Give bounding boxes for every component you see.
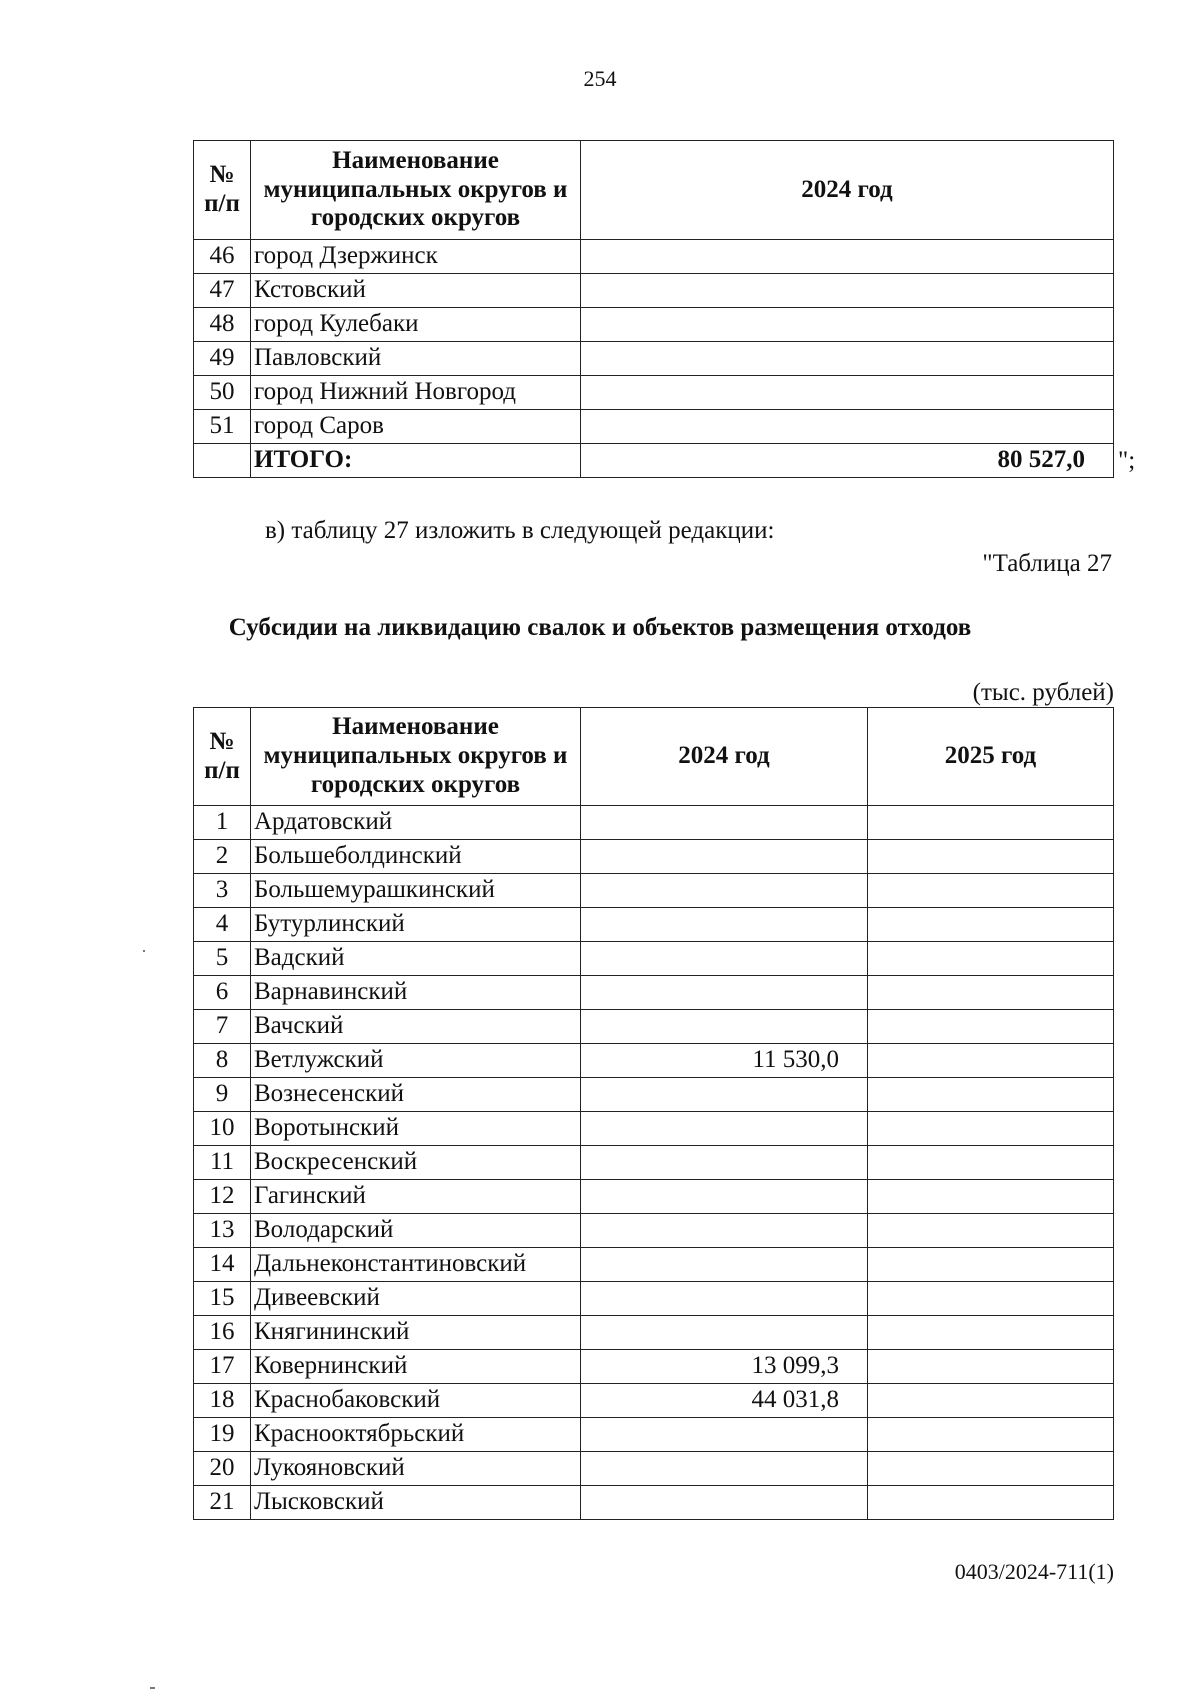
row-value-2024 (581, 874, 868, 908)
row-name: Лукояновский (251, 1452, 581, 1486)
row-name: Вознесенский (251, 1078, 581, 1112)
row-name: Большеболдинский (251, 840, 581, 874)
row-value-2024 (581, 1146, 868, 1180)
header-name: Наименование муниципальных округов и городских округов (251, 708, 581, 806)
table-row (194, 1282, 1114, 1316)
header-name: Наименование муниципальных округов и городских округов (251, 141, 581, 240)
row-value-2024 (581, 840, 868, 874)
row-name: Ардатовский (251, 806, 581, 840)
table-row (194, 342, 1114, 376)
table-row (194, 908, 1114, 942)
row-name: Павловский (251, 342, 581, 376)
table-row (194, 1214, 1114, 1248)
row-number: 8 (194, 1044, 251, 1078)
row-name: Дивеевский (251, 1282, 581, 1316)
table-row (194, 1078, 1114, 1112)
table-row (194, 1384, 1114, 1418)
row-number: 2 (194, 840, 251, 874)
row-number: 51 (194, 410, 251, 444)
row-value-2025 (868, 1180, 1114, 1214)
row-value-2025 (868, 1418, 1114, 1452)
row-name: Большемурашкинский (251, 874, 581, 908)
municipal-table-continuation (193, 140, 1114, 478)
table-row (194, 1010, 1114, 1044)
row-value-2024 (581, 308, 1114, 342)
row-name: Варнавинский (251, 976, 581, 1010)
table-row (194, 1316, 1114, 1350)
table-row (194, 1112, 1114, 1146)
header-num: № п/п (194, 708, 251, 806)
table-body (194, 806, 1114, 1520)
instruction-text: в) таблицу 27 изложить в следующей редакции: (265, 517, 775, 544)
row-name: город Дзержинск (251, 240, 581, 274)
table-row (194, 1146, 1114, 1180)
row-number: 6 (194, 976, 251, 1010)
row-value-2025 (868, 1146, 1114, 1180)
row-number: 16 (194, 1316, 251, 1350)
row-number: 3 (194, 874, 251, 908)
row-value-2025 (868, 976, 1114, 1010)
row-number: 14 (194, 1248, 251, 1282)
row-value-2024 (581, 240, 1114, 274)
row-value-2024 (581, 342, 1114, 376)
table-row (194, 874, 1114, 908)
row-name: Ветлужский (251, 1044, 581, 1078)
row-value-2024 (581, 1214, 868, 1248)
row-value-2024 (581, 806, 868, 840)
table-row (194, 274, 1114, 308)
table-row (194, 1418, 1114, 1452)
row-name: Краснобаковский (251, 1384, 581, 1418)
table-row (194, 240, 1114, 274)
row-value-2024 (581, 1078, 868, 1112)
row-value-2025 (868, 1316, 1114, 1350)
row-value-2025 (868, 1350, 1114, 1384)
row-number: 49 (194, 342, 251, 376)
row-value-2025 (868, 806, 1114, 840)
scan-speck (150, 1687, 155, 1689)
row-number: 1 (194, 806, 251, 840)
row-number: 20 (194, 1452, 251, 1486)
row-number: 19 (194, 1418, 251, 1452)
row-number: 11 (194, 1146, 251, 1180)
row-value-2025 (868, 840, 1114, 874)
row-value-2025 (868, 908, 1114, 942)
document-code: 0403/2024-711(1) (954, 1559, 1114, 1584)
table-row (194, 308, 1114, 342)
row-name: город Нижний Новгород (251, 376, 581, 410)
row-value-2025 (868, 1282, 1114, 1316)
row-number: 46 (194, 240, 251, 274)
row-name: Дальнеконстантиновский (251, 1248, 581, 1282)
row-value-2024 (581, 1316, 868, 1350)
row-value-2025 (868, 1452, 1114, 1486)
row-value-2024 (581, 274, 1114, 308)
header-num: № п/п (194, 141, 251, 240)
units-label: (тыс. рублей) (972, 679, 1114, 706)
table-row (194, 376, 1114, 410)
row-number: 50 (194, 376, 251, 410)
total-value: 80 527,0 (581, 444, 1114, 478)
row-value-2024 (581, 376, 1114, 410)
row-value-2024: 11 530,0 (581, 1044, 868, 1078)
row-value-2025 (868, 1384, 1114, 1418)
row-value-2025 (868, 874, 1114, 908)
row-name: Гагинский (251, 1180, 581, 1214)
row-value-2025 (868, 942, 1114, 976)
table-body (194, 240, 1114, 478)
row-number: 17 (194, 1350, 251, 1384)
page-number: 254 (583, 66, 617, 91)
row-name: Вадский (251, 942, 581, 976)
row-number: 48 (194, 308, 251, 342)
row-name: Вачский (251, 1010, 581, 1044)
total-row (194, 444, 1114, 478)
row-number: 12 (194, 1180, 251, 1214)
row-number: 18 (194, 1384, 251, 1418)
row-name: Володарский (251, 1214, 581, 1248)
row-value-2024 (581, 1452, 868, 1486)
total-num-cell (194, 444, 251, 478)
row-name: Краснооктябрьский (251, 1418, 581, 1452)
table-row (194, 976, 1114, 1010)
row-name: Воротынский (251, 1112, 581, 1146)
row-name: Кстовский (251, 274, 581, 308)
row-value-2024 (581, 1180, 868, 1214)
row-value-2025 (868, 1010, 1114, 1044)
row-name: Княгининский (251, 1316, 581, 1350)
row-value-2025 (868, 1248, 1114, 1282)
row-value-2025 (868, 1044, 1114, 1078)
row-name: Ковернинский (251, 1350, 581, 1384)
header-2024: 2024 год (581, 708, 868, 806)
table-caption: "Таблица 27 (982, 550, 1112, 577)
table-row (194, 1044, 1114, 1078)
table-header-row (194, 708, 1114, 806)
row-name: Бутурлинский (251, 908, 581, 942)
table-row (194, 1452, 1114, 1486)
table-row (194, 410, 1114, 444)
row-value-2024 (581, 1486, 868, 1520)
row-value-2024 (581, 1418, 868, 1452)
table-row (194, 1248, 1114, 1282)
row-number: 5 (194, 942, 251, 976)
row-number: 21 (194, 1486, 251, 1520)
row-value-2024: 44 031,8 (581, 1384, 868, 1418)
header-2025: 2025 год (868, 708, 1114, 806)
scan-speck (143, 950, 145, 952)
total-label: ИТОГО: (251, 444, 581, 478)
row-value-2024 (581, 908, 868, 942)
table-row (194, 1180, 1114, 1214)
row-value-2024 (581, 410, 1114, 444)
row-name: Воскресенский (251, 1146, 581, 1180)
table-row (194, 806, 1114, 840)
table-row (194, 840, 1114, 874)
row-number: 10 (194, 1112, 251, 1146)
subsidies-table (193, 707, 1114, 1520)
row-name: Лысковский (251, 1486, 581, 1520)
row-name: город Кулебаки (251, 308, 581, 342)
row-value-2024 (581, 1010, 868, 1044)
table-row (194, 1350, 1114, 1384)
row-number: 15 (194, 1282, 251, 1316)
table-header-row (194, 141, 1114, 240)
row-value-2024 (581, 1282, 868, 1316)
closing-quote: "; (1118, 447, 1136, 474)
row-number: 47 (194, 274, 251, 308)
row-name: город Саров (251, 410, 581, 444)
row-number: 9 (194, 1078, 251, 1112)
row-value-2024: 13 099,3 (581, 1350, 868, 1384)
row-value-2024 (581, 1112, 868, 1146)
row-value-2025 (868, 1214, 1114, 1248)
row-number: 13 (194, 1214, 251, 1248)
row-value-2024 (581, 942, 868, 976)
table-title: Субсидии на ликвидацию свалок и объектов размещения отходов (228, 614, 972, 641)
row-value-2025 (868, 1486, 1114, 1520)
row-value-2025 (868, 1078, 1114, 1112)
row-value-2024 (581, 1248, 868, 1282)
row-number: 4 (194, 908, 251, 942)
table-row (194, 1486, 1114, 1520)
row-number: 7 (194, 1010, 251, 1044)
table-row (194, 942, 1114, 976)
header-2024: 2024 год (581, 141, 1114, 240)
row-value-2024 (581, 976, 868, 1010)
row-value-2025 (868, 1112, 1114, 1146)
